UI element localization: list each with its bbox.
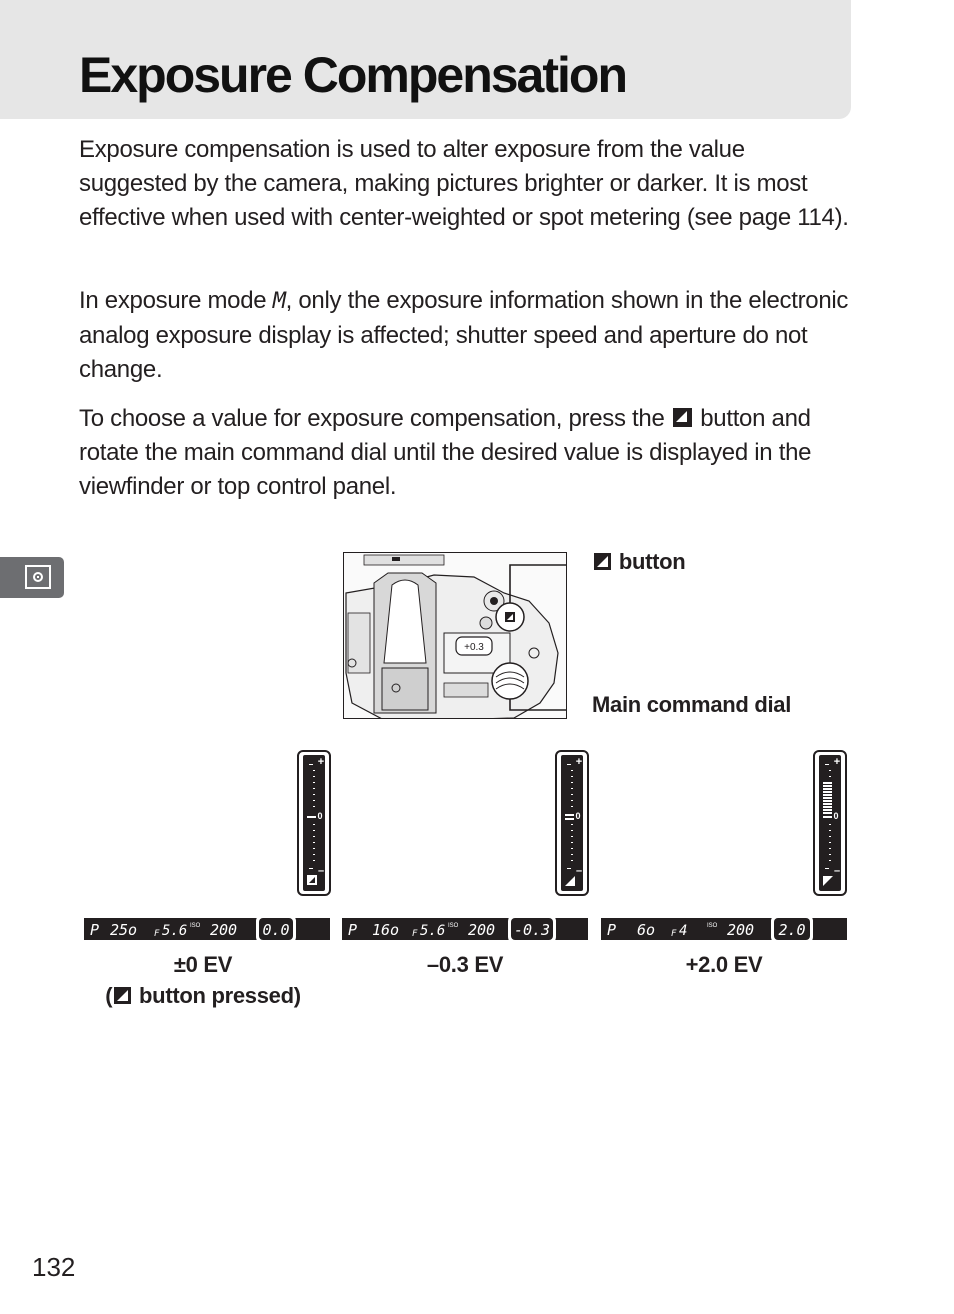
p3-text-after: button and rotate the main command dial until the desired value is displayed in the viewfinder or top control panel. xyxy=(79,405,812,500)
page-number: 132 xyxy=(32,1252,76,1282)
scale-zero: 0 xyxy=(833,811,839,821)
lcd-iso: 200 xyxy=(727,921,755,939)
caption-plus-ev: +2.0 EV xyxy=(685,952,763,977)
lcd-iso: 200 xyxy=(210,921,238,939)
control-panel-display xyxy=(342,914,588,944)
scale-plus: + xyxy=(317,756,325,768)
scale-plus: + xyxy=(575,756,583,768)
lcd-iso: 200 xyxy=(468,921,496,939)
scale-minus: – xyxy=(317,865,325,877)
lcd-iso-label: ISO xyxy=(190,923,201,929)
camera-drawing xyxy=(344,553,567,719)
lcd-compensation: -0.3 xyxy=(513,921,551,939)
lcd-mode: P xyxy=(607,921,617,939)
lcd-iso-label: ISO xyxy=(707,923,718,929)
lcd-compensation: 2.0 xyxy=(778,921,806,939)
camera-top-illustration xyxy=(343,552,567,719)
control-panel-display xyxy=(84,914,330,944)
p2-text-before: In exposure mode xyxy=(79,287,273,314)
lcd-shutter: 6o xyxy=(637,921,656,939)
control-panel-display xyxy=(601,914,847,944)
caption-minus-ev: –0.3 EV xyxy=(426,952,504,977)
scale-minus: – xyxy=(575,865,583,877)
intro-paragraph: Exposure compensation is used to alter exposure from the value suggested by the camera, making pictures brighter or darker. It is most effective when used with center-weighted or spot metering (see page 114). xyxy=(79,136,849,231)
metering-icon xyxy=(25,565,51,589)
p3-text-before: To choose a value for exposure compensation, press the xyxy=(79,405,671,432)
caption-zero-ev: ±0 EV xyxy=(173,952,233,977)
caption-note-text: button pressed) xyxy=(133,983,301,1008)
lcd-mode: P xyxy=(348,921,358,939)
camera-lcd-value: +0.3 xyxy=(464,642,484,653)
lcd-shutter: 25o xyxy=(110,921,138,939)
exposure-compensation-icon xyxy=(594,553,611,570)
lcd-f-prefix: F xyxy=(671,929,677,939)
chapter-side-tab xyxy=(0,557,64,598)
exposure-compensation-icon xyxy=(114,987,131,1004)
lcd-f-prefix: F xyxy=(412,929,418,939)
lcd-compensation: 0.0 xyxy=(262,921,290,939)
exposure-scale xyxy=(813,750,847,896)
exposure-compensation-icon xyxy=(673,408,692,427)
page-title: Exposure Compensation xyxy=(79,47,626,103)
instructions-paragraph xyxy=(79,402,849,504)
mode-m-paragraph xyxy=(79,284,849,387)
mode-m-icon: M xyxy=(272,289,286,314)
scale-minus: – xyxy=(833,865,841,877)
lcd-aperture: 5.6 xyxy=(420,923,446,939)
lcd-mode: P xyxy=(90,921,100,939)
ev-button-label xyxy=(592,549,685,575)
exposure-scale xyxy=(555,750,589,896)
scale-plus: + xyxy=(833,756,841,768)
lcd-aperture: 4 xyxy=(679,923,688,939)
lcd-shutter: 16o xyxy=(372,921,400,939)
lcd-aperture: 5.6 xyxy=(162,923,188,939)
lcd-f-prefix: F xyxy=(154,929,160,939)
scale-zero: 0 xyxy=(317,811,323,821)
caption-zero-ev-note xyxy=(80,980,326,1011)
ev-button-label-text: button xyxy=(618,549,686,574)
scale-zero: 0 xyxy=(575,811,581,821)
p2-text-after: , only the exposure information shown in the electronic analog exposure display is affected; shutter speed and aperture do not change. xyxy=(79,287,849,383)
caption-note-open: ( xyxy=(105,983,113,1008)
lcd-iso-label: ISO xyxy=(448,923,459,929)
exposure-scale xyxy=(297,750,331,896)
main-dial-label: Main command dial xyxy=(592,692,792,717)
